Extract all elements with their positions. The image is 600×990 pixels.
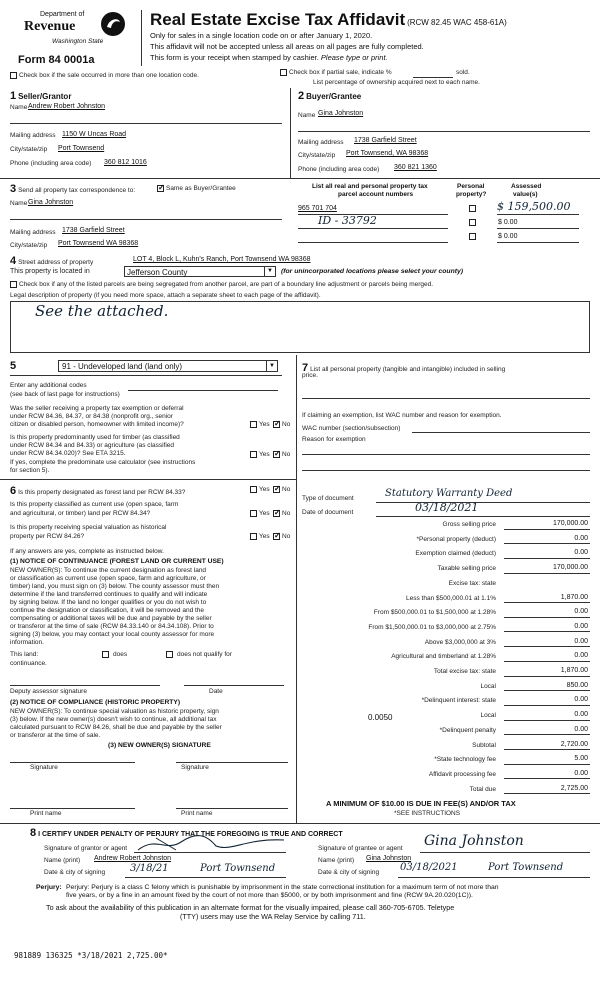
doc-date-label: Date of document	[302, 509, 354, 516]
parcels-h5: Assessed	[511, 183, 542, 190]
n1-line: continue the designation or classification, it will be removed and the	[10, 607, 205, 614]
s6-q2-yes: Yes	[259, 510, 270, 517]
n1-line: signing (3) below, you may contact your local county assessor for more	[10, 631, 215, 638]
n1-line: or classification as current use (open space, farm and agriculture, or	[10, 575, 206, 582]
s5-q1-no-checkbox[interactable]	[273, 421, 280, 428]
perjury-notice	[36, 884, 62, 892]
s6-q2-line1: Is this property classified as current use (open space, farm	[10, 501, 179, 508]
tax-row-value[interactable]: 0.00	[574, 769, 588, 777]
s5-q2-note-1: If yes, complete the predominate use calculator (see instructions	[10, 459, 196, 466]
s6-if-any: If any answers are yes, complete as instructed below.	[10, 548, 164, 555]
grantee-signature[interactable]: Gina Johnston	[424, 833, 524, 849]
exemption-label: If claiming an exemption, list WAC number and reason for exemption.	[302, 412, 502, 419]
owner-signature-label-1: Signature	[30, 764, 58, 771]
s3-addr-value[interactable]: 1738 Garfield Street	[62, 227, 125, 234]
s2-addr-value[interactable]: 1738 Garfield Street	[354, 137, 417, 144]
s6-q1-yes: Yes	[259, 486, 270, 493]
grantee-name-value[interactable]: Gina Johnston	[366, 855, 412, 862]
s1-name-value[interactable]: Andrew Robert Johnston	[28, 103, 106, 110]
s2-phone-value[interactable]: 360 821 1360	[394, 164, 437, 171]
tax-row-label: *State technology fee	[434, 756, 496, 764]
s2-name-value[interactable]: Gina Johnston	[318, 110, 364, 117]
county-select-value: Jefferson County	[127, 268, 188, 277]
s5-q2-line1: Is this property predominantly used for timber (as classified	[10, 434, 180, 441]
section-7-text	[302, 362, 505, 375]
grantee-signature-label: Signature of grantee or agent	[318, 845, 403, 852]
title-text: Real Estate Excise Tax Affidavit	[150, 10, 406, 29]
n2-line: or transferor at the time of sale.	[10, 732, 101, 739]
see-instructions: *SEE INSTRUCTIONS	[394, 810, 461, 817]
logo-dept: Department of	[40, 11, 85, 18]
tax-row-value[interactable]: 0.00	[574, 725, 588, 733]
tax-row-label: From $1,500,000.01 to $3,000,000 at 2.75%	[368, 623, 496, 631]
tax-row-value[interactable]: 170,000.00	[552, 520, 588, 527]
deputy-date-label: Date	[209, 688, 223, 695]
tax-row-label: Exemption claimed (deduct)	[415, 550, 496, 558]
s6-q3-yes-checkbox[interactable]	[250, 533, 257, 540]
personal-property-checkbox-2[interactable]	[469, 219, 476, 226]
multi-location-checkbox[interactable]	[10, 72, 17, 79]
s6-q3-no-checkbox[interactable]	[273, 533, 280, 540]
tax-row-value[interactable]: 0.00	[574, 637, 588, 645]
tax-row-label: Above $3,000,000 at 3%	[424, 638, 496, 646]
segregated-checkbox[interactable]	[10, 281, 17, 288]
s6-q2-no: No	[282, 510, 291, 517]
n1-line: information.	[10, 639, 44, 646]
partial-sold-label: sold.	[456, 69, 470, 76]
s2-addr-label: Mailing address	[298, 139, 344, 146]
minimum-due-notice: A MINIMUM OF $10.00 IS DUE IN FEE(S) AND/OR TAX	[326, 799, 516, 808]
s3-text: Send all property tax correspondence to:	[18, 187, 136, 194]
s2-name-label: Name	[298, 112, 316, 119]
n1-line: by signing below. If the land no longer qualifies or you do not wish to	[10, 599, 207, 606]
tax-row-label: *Delinquent interest: state	[421, 697, 496, 705]
tax-row-label: Agricultural and timberland at 1.28%	[391, 653, 496, 661]
tax-row-label: Excise tax: state	[448, 579, 496, 587]
s5-q1-line3: citizen or disabled person, homeowner with limited income)?	[10, 421, 184, 428]
n2-line: NEW OWNER(S): To continue special valuation as historic property, sign	[10, 708, 219, 715]
s6-q3-yes: Yes	[259, 533, 270, 540]
same-as-buyer-label: Same as Buyer/Grantee	[166, 185, 236, 192]
segregated-label: Check box if any of the listed parcels are being segregated from another parcel, are part of a boundary line adjustment or parcels being merged.	[19, 281, 434, 288]
tax-row-label: *Personal property (deduct)	[416, 535, 496, 543]
owner-print-label-2: Print name	[181, 810, 213, 817]
accessibility-line-2: (TTY) users may use the WA Relay Service by calling 711.	[180, 912, 366, 921]
s6-q3-line2: property per RCW 84.26?	[10, 533, 85, 540]
tax-row-value[interactable]: 0.00	[574, 622, 588, 630]
n1-line: determine if the land transferred continues to qualify and will indicate	[10, 591, 208, 598]
legal-description-box[interactable]	[10, 301, 590, 353]
s5-q2-line3: under RCW 84.34.020)? See ETA 3215.	[10, 450, 126, 457]
n1-line: NEW OWNER(S): To continue the current designation as forest land	[10, 567, 207, 574]
perjury-label: Perjury:	[36, 884, 62, 891]
personal-property-checkbox-3[interactable]	[469, 233, 476, 240]
section-6-q1	[10, 485, 185, 498]
s6-q1-yes-checkbox[interactable]	[250, 486, 257, 493]
s5-q2-yes: Yes	[259, 451, 270, 458]
s4-num: 4	[10, 255, 17, 267]
grantee-date-label: Date & city of signing	[318, 869, 380, 876]
partial-sale-label: Check box if partial sale, indicate %	[289, 69, 392, 76]
continuance-label: continuance.	[10, 660, 47, 667]
s6-q3-line1: Is this property receiving special valuation as historical	[10, 524, 167, 531]
s6-q1-no-checkbox[interactable]	[273, 486, 280, 493]
grantor-date-value[interactable]: 3/18/21	[130, 863, 169, 874]
tax-row-label: Less than $500,000.01 at 1.1%	[406, 594, 496, 602]
additional-codes-label: Enter any additional codes	[10, 382, 87, 389]
s3-name-value[interactable]: Gina Johnston	[28, 199, 74, 206]
property-street-address[interactable]: LOT 4, Block L, Kuhn's Ranch, Port Townsend WA 98368	[133, 256, 311, 263]
s1-city-label: City/state/zip	[10, 146, 48, 153]
doc-date-value[interactable]: 03/18/2021	[415, 501, 479, 514]
tax-row-label: Local	[480, 682, 496, 690]
s3-name-label: Name	[10, 200, 28, 207]
notice-compliance-title: (2) NOTICE OF COMPLIANCE (HISTORIC PROPERTY)	[10, 699, 181, 706]
s3-city-label: City/state/zip	[10, 242, 48, 249]
grantor-name-label: Name (print)	[44, 857, 81, 864]
grantor-name-value[interactable]: Andrew Robert Johnston	[94, 855, 172, 862]
assessed-value-2[interactable]: $ 0.00	[498, 219, 518, 226]
legal-description-text: See the attached.	[35, 302, 169, 320]
intro-3	[150, 54, 388, 63]
parcels-h3: Personal	[457, 183, 485, 190]
perjury-line-1: Perjury: Perjury is a class C felony which is punishable by imprisonment in the state correctional institution for a maximum term of not more than	[66, 884, 499, 891]
parcels-h6: value(s)	[513, 191, 538, 198]
notice-continuance-title: (1) NOTICE OF CONTINUANCE (FOREST LAND OR CURRENT USE)	[10, 558, 224, 565]
s1-city-value[interactable]: Port Townsend	[58, 145, 105, 152]
owner-signature-label-2: Signature	[181, 764, 209, 771]
tax-row-value[interactable]: 0.00	[574, 608, 588, 616]
s1-name-label: Name	[10, 104, 28, 111]
assessed-value-3[interactable]: $ 0.00	[498, 233, 518, 240]
tax-row-value[interactable]: 2,720.00	[560, 740, 588, 748]
s6-q1-text: Is this property designated as forest land per RCW 84.33?	[18, 489, 186, 496]
section-3-heading	[10, 183, 135, 196]
s5-q1-yes-checkbox[interactable]	[250, 421, 257, 428]
s3-city-value[interactable]: Port Townsend WA 98368	[58, 240, 139, 247]
section-2-heading	[298, 90, 361, 103]
s5-q2-note-2: for section 5).	[10, 467, 50, 474]
tax-row-value[interactable]: 1,870.00	[560, 667, 588, 674]
this-land-label: This land:	[10, 651, 39, 658]
grantor-date-label: Date & city of signing	[44, 869, 106, 876]
intro-1: Only for sales in a single location code on or after January 1, 2020.	[150, 31, 373, 40]
logo-revenue: Revenue	[24, 19, 76, 34]
chevron-down-icon[interactable]: ▼	[264, 267, 275, 276]
form-title	[150, 10, 507, 30]
n1-line: compensating or additional taxes will be due and payable by the seller	[10, 615, 212, 622]
dor-logo	[14, 10, 132, 52]
partial-sale-checkbox[interactable]	[280, 69, 287, 76]
dor-swirl-icon	[100, 11, 126, 37]
tax-row-label: Local	[480, 712, 496, 720]
land-use-value: 91 - Undeveloped land (land only)	[62, 362, 183, 371]
s5-q1-line1: Was the seller receiving a property tax exemption or deferral	[10, 405, 184, 412]
codes-note: (see back of last page for instructions)	[10, 391, 120, 398]
wac-number-label: WAC number (section/subsection)	[302, 425, 401, 432]
s2-title: Buyer/Grantee	[306, 92, 362, 101]
owner-print-label-1: Print name	[30, 810, 62, 817]
s2-city-label: City/state/zip	[298, 152, 336, 159]
s6-q3-no: No	[282, 533, 291, 540]
tax-row-value[interactable]: 0.00	[574, 711, 588, 719]
logo-state: Washington State	[52, 38, 104, 45]
s4-street-label: Street address of property	[18, 259, 94, 266]
tax-row-label: Total due	[469, 785, 496, 793]
partial-note: List percentage of ownership acquired next to each name.	[313, 79, 480, 86]
does-not-label: does not qualify for	[177, 651, 232, 658]
s1-phone-label: Phone (including area code)	[10, 160, 92, 167]
section-4-heading	[10, 255, 93, 268]
county-note: (for unincorporated locations please select your county)	[281, 268, 464, 275]
s7-text-2: price.	[302, 372, 318, 379]
grantee-city-value[interactable]: Port Townsend	[488, 862, 564, 873]
parcel-number-1[interactable]: 965 701 704	[298, 205, 337, 212]
cashier-stamp: 981889 136325 *3/18/2021 2,725.00*	[14, 951, 168, 960]
same-as-buyer-checkbox[interactable]	[157, 185, 164, 192]
tax-row-value[interactable]: 0.00	[574, 652, 588, 660]
local-rate-value: 0.0050	[368, 713, 393, 722]
intro-3-text: This form is your receipt when stamped by cashier.	[150, 53, 319, 62]
tax-row-label: Gross selling price	[442, 521, 496, 528]
doc-type-label: Type of document	[302, 495, 354, 502]
s7-text-1: List all personal property (tangible and intangible) included in selling	[310, 366, 506, 373]
legal-description-label: Legal description of property (if you need more space, attach a separate sheet to each page of the affidavit).	[10, 292, 321, 299]
n2-line: calculated pursuant to RCW 84.26, shall be due and payable by the seller	[10, 724, 222, 731]
s6-q2-line2: and agricultural, or timber) land per RCW 84.34?	[10, 510, 151, 517]
new-owner-signature-title: (3) NEW OWNER(S) SIGNATURE	[108, 742, 211, 749]
intro-2: This affidavit will not be accepted unless all areas on all pages are fully completed.	[150, 42, 424, 51]
doc-type-value[interactable]: Statutory Warranty Deed	[385, 488, 513, 499]
tax-row-value[interactable]: 0.00	[574, 534, 588, 542]
n1-line: timber) land, you must sign on (3) below. The county assessor must then	[10, 583, 220, 590]
grantor-city-value[interactable]: Port Townsend	[200, 863, 276, 874]
tax-row-label: Subtotal	[472, 741, 496, 749]
s5-q2-yes-checkbox[interactable]	[250, 451, 257, 458]
tax-row-value[interactable]: 5.00	[574, 755, 588, 763]
s2-city-value[interactable]: Port Townsend, WA 98368	[346, 150, 429, 157]
tax-row-value[interactable]: 1,870.00	[560, 593, 588, 601]
s6-num: 6	[10, 485, 17, 497]
s5-num: 5	[10, 360, 17, 372]
land-use-select[interactable]	[58, 360, 278, 372]
tax-row-value[interactable]: 170,000.00	[552, 564, 588, 572]
title-ref: (RCW 82.45 WAC 458-61A)	[407, 18, 507, 27]
deputy-signature-label: Deputy assessor signature	[10, 688, 87, 695]
multi-location-label: Check box if the sale occurred in more than one location code.	[19, 72, 199, 79]
s2-num: 2	[298, 90, 305, 102]
parcel-number-2[interactable]: ID - 33792	[318, 214, 377, 227]
assessed-value-1[interactable]: $ 159,500.00	[497, 200, 571, 213]
tax-row-label: Total excise tax: state	[433, 668, 496, 675]
tax-row-label: Affidavit processing fee	[428, 770, 496, 778]
tax-row-value[interactable]: 0.00	[574, 549, 588, 557]
s1-num: 1	[10, 90, 17, 102]
s1-addr-label: Mailing address	[10, 132, 56, 139]
form-number: Form 84 0001a	[18, 54, 95, 66]
tax-row-label: Taxable selling price	[437, 565, 496, 573]
s5-q2-no: No	[282, 451, 291, 458]
s5-q2-no-checkbox[interactable]	[273, 451, 280, 458]
personal-property-checkbox-1[interactable]	[469, 205, 476, 212]
intro-italic: Please type or print.	[320, 53, 388, 62]
chevron-down-icon[interactable]: ▼	[266, 361, 277, 371]
grantor-signature[interactable]	[136, 832, 286, 854]
s1-title: Seller/Grantor	[18, 92, 72, 101]
s6-q2-yes-checkbox[interactable]	[250, 510, 257, 517]
parcels-h4: property?	[456, 191, 487, 198]
grantor-signature-label: Signature of grantor or agent	[44, 845, 128, 852]
grantee-name-label: Name (print)	[318, 857, 355, 864]
s6-q2-no-checkbox[interactable]	[273, 510, 280, 517]
does-not-qualify-checkbox[interactable]	[166, 651, 173, 658]
tax-row-label: From $500,000.01 to $1,500,000 at 1.28%	[373, 609, 496, 617]
s8-num: 8	[30, 827, 37, 839]
n1-line: or transferor at the time of sale (RCW 84.33.140 or 84.34.108). Prior to	[10, 623, 214, 630]
s6-q1-no: No	[282, 486, 291, 493]
s3-num: 3	[10, 183, 17, 195]
tax-row-label: *Delinquent penalty	[439, 726, 496, 734]
tax-row-value[interactable]: 2,725.00	[560, 784, 588, 792]
perjury-line-2: five years, or by a fine in an amount fixed by the court of not more than $5000, or by both imprisonment and fine (RCW 9A.20.020(1C)).	[66, 892, 473, 899]
parcels-h2: parcel account numbers	[338, 191, 414, 198]
tax-row-value[interactable]: 850.00	[566, 681, 588, 689]
section-1-heading	[10, 90, 71, 103]
n2-line: (3) below. If the new owner(s) doesn't wish to continue, all additional tax	[10, 716, 217, 723]
s5-q1-yes: Yes	[259, 421, 270, 428]
s7-num: 7	[302, 362, 309, 374]
s2-phone-label: Phone (including area code)	[298, 166, 380, 173]
s1-addr-value[interactable]: 1150 W Uncas Road	[62, 131, 127, 138]
does-label: does	[113, 651, 128, 658]
located-in-label: This property is located in	[10, 268, 90, 275]
s5-q1-no: No	[282, 421, 291, 428]
s3-addr-label: Mailing address	[10, 229, 56, 236]
tax-row-value[interactable]: 0.00	[574, 696, 588, 704]
does-qualify-checkbox[interactable]	[102, 651, 109, 658]
s1-phone-value[interactable]: 360 812 1016	[104, 159, 147, 166]
grantee-date-value[interactable]: 03/18/2021	[400, 862, 458, 873]
exemption-reason-label: Reason for exemption	[302, 436, 366, 443]
accessibility-line-1: To ask about the availability of this publication in an alternate format for the visually impaired, please call 360-705-6705. Teletype	[46, 903, 455, 912]
s5-q2-line2: under RCW 84.34 and 84.33) or agriculture (as classified	[10, 442, 175, 449]
parcels-h1: List all real and personal property tax	[312, 183, 428, 190]
certification-text: I CERTIFY UNDER PENALTY OF PERJURY THAT THE FOREGOING IS TRUE AND CORRECT	[38, 831, 343, 838]
county-select[interactable]	[124, 266, 276, 277]
s5-q1-line2: under RCW 84.36, 84.37, or 84.38 (nonprofit org., senior	[10, 413, 173, 420]
